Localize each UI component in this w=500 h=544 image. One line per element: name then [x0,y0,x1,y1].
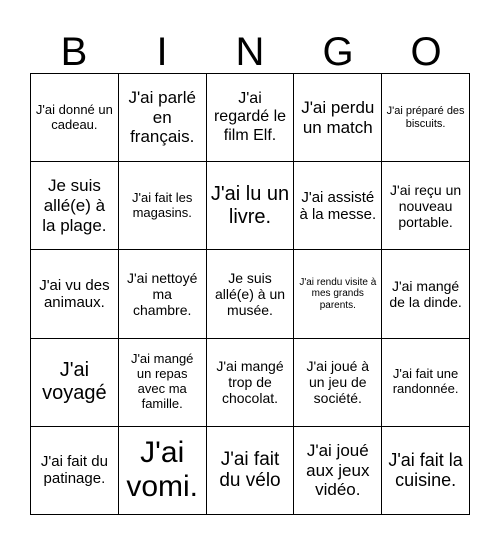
header-letter-i: I [156,30,168,74]
bingo-grid [30,73,470,515]
bingo-cell-r1c1[interactable]: J'ai donné un cadeau. [31,74,119,162]
bingo-cell-r3c4[interactable]: J'ai rendu visite à mes grands parents. [294,250,382,338]
bingo-cell-r2c2[interactable]: J'ai fait les magasins. [119,162,207,250]
bingo-cell-r5c2[interactable]: J'ai vomi. [119,427,207,515]
header-letter-g: G [322,30,354,74]
bingo-cell-r3c5[interactable]: J'ai mangé de la dinde. [382,250,470,338]
header-letter-o: O [410,30,442,74]
bingo-cell-r5c4[interactable]: J'ai joué aux jeux vidéo. [294,427,382,515]
bingo-cell-r3c2[interactable]: J'ai nettoyé ma chambre. [119,250,207,338]
bingo-cell-r5c1[interactable]: J'ai fait du patinage. [31,427,119,515]
bingo-cell-r4c5[interactable]: J'ai fait une randonnée. [382,339,470,427]
bingo-cell-r4c3[interactable]: J'ai mangé trop de chocolat. [207,339,295,427]
bingo-cell-r3c3[interactable]: Je suis allé(e) à un musée. [207,250,295,338]
bingo-cell-r1c4[interactable]: J'ai perdu un match [294,74,382,162]
header-letter-b: B [60,30,88,74]
bingo-cell-r2c4[interactable]: J'ai assisté à la messe. [294,162,382,250]
bingo-cell-r4c1[interactable]: J'ai voyagé [31,339,119,427]
bingo-cell-r4c2[interactable]: J'ai mangé un repas avec ma famille. [119,339,207,427]
bingo-cell-r3c1[interactable]: J'ai vu des animaux. [31,250,119,338]
header-letter-n: N [235,30,265,74]
bingo-cell-r2c1[interactable]: Je suis allé(e) à la plage. [31,162,119,250]
bingo-cell-r2c3[interactable]: J'ai lu un livre. [207,162,295,250]
bingo-cell-r5c5[interactable]: J'ai fait la cuisine. [382,427,470,515]
bingo-cell-r1c2[interactable]: J'ai parlé en français. [119,74,207,162]
bingo-cell-r1c3[interactable]: J'ai regardé le film Elf. [207,74,295,162]
bingo-cell-r5c3[interactable]: J'ai fait du vélo [207,427,295,515]
bingo-cell-r4c4[interactable]: J'ai joué à un jeu de société. [294,339,382,427]
bingo-cell-r1c5[interactable]: J'ai préparé des biscuits. [382,74,470,162]
bingo-cell-r2c5[interactable]: J'ai reçu un nouveau portable. [382,162,470,250]
